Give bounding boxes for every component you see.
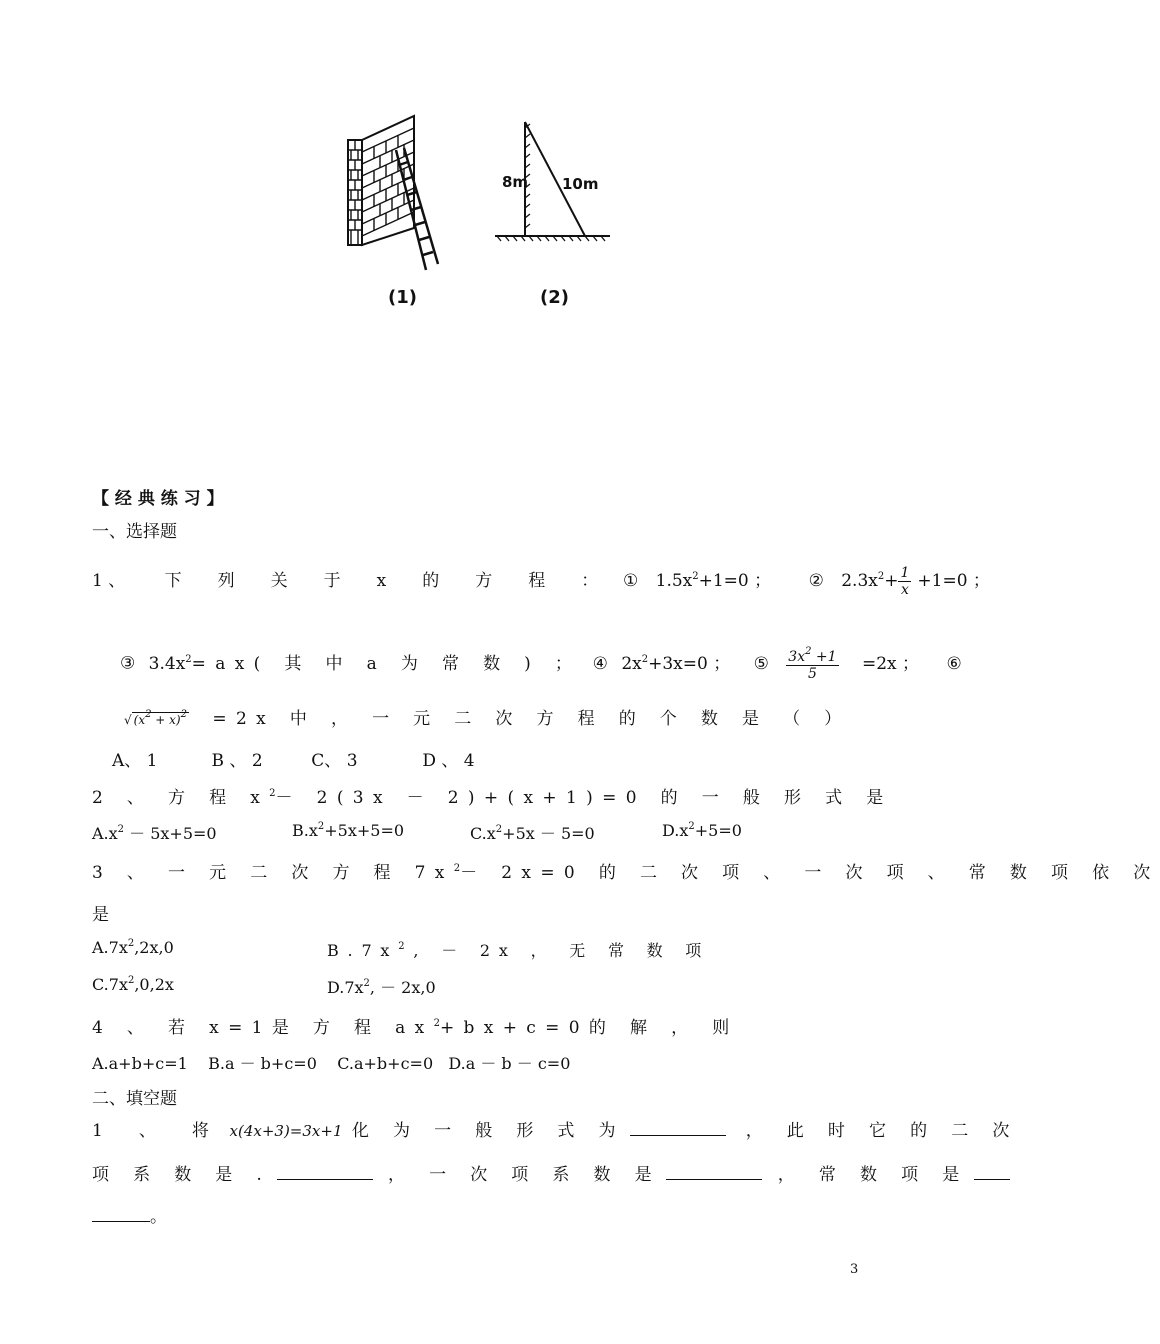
fill1-blank-general-form[interactable] [630, 1121, 726, 1136]
fill-1-line1: 1 、 将 x(4x+3)=3x+1 化 为 一 般 形 式 为 ， 此 时 它 的 二 次 [92, 1121, 1019, 1141]
q2-option-c: $C.x^2+5x - 5=0$ [470, 824, 595, 843]
q1-number: 1 、 [92, 571, 126, 591]
q1-eq2-mark: ② [808, 571, 824, 591]
question-3: 3 、 一 元 二 次 方 程 $7x^2- 2x=0$ 的 二 次 项 、 一 次 项 、 常 数 项 依 次 [92, 863, 1160, 883]
fill1-blank-constant-a[interactable] [974, 1165, 1010, 1180]
q3-option-c: $C.7x^2,0,2x$ [92, 975, 174, 994]
question-1-line2 [120, 646, 962, 682]
q4-options: A.a+b+c=1 B.a － b+c=0 C.a+b+c=0 D.a － b － c=0 [92, 1054, 571, 1073]
hypotenuse-label: 10m [562, 175, 599, 193]
question-1-line3 [124, 704, 851, 729]
fill1-blank-linear-coef[interactable] [666, 1165, 762, 1180]
q1-eq6-sqrt: √ $(x^2 + x)^2$ [124, 709, 187, 727]
q1-eq5-rest: =2x ； [861, 653, 920, 674]
part2-title: 二、填空题 [92, 1089, 177, 1109]
fill1-blank-constant-b[interactable] [92, 1207, 150, 1222]
q1-eq5-fraction: $\frac{3x^2 +1}{5}$ [788, 646, 837, 682]
fill-1-line2: 项 系 数 是 . ， 一 次 项 系 数 是 ， 常 数 项 是 [92, 1160, 1010, 1185]
q3-option-b: $B.7x^2$, － 2x ， 无 常 数 项 [327, 941, 711, 960]
q3-options-row1 [92, 938, 711, 960]
part1-title: 一、选择题 [92, 522, 177, 542]
q1-eq6-rest: =2x 中 ， 一 元 二 次 方 程 的 个 数 是 （ ） [212, 709, 851, 729]
q2-option-d: $D.x^2+5=0$ [662, 821, 742, 840]
q1-eq4-mark: ④ [592, 653, 608, 674]
q1-options: A、 1 B 、 2 C、 3 D 、 4 [112, 751, 475, 771]
q3-options-row2 [92, 975, 436, 997]
q1-eq1: $1.5x^2+1=0$ ； [655, 571, 772, 591]
fill1-expression: x(4x+3)=3x+1 [229, 1122, 343, 1140]
figure-caption-2: (2) [540, 287, 569, 308]
question-1-line1 [92, 565, 990, 598]
q2-options [92, 821, 742, 844]
question-2: 2 、 方 程 $x^2- 2(3x - 2)+(x+1)=0$ 的 一 般 形 式 是 [92, 788, 893, 808]
q1-eq4: $2x^2+3x=0$ ； [621, 653, 731, 674]
figure-ladder-wall [340, 110, 450, 280]
question-4: 4 、 若 x=1是 方 程 $ax^2+bx+c=0$的 解 ， 则 [92, 1018, 739, 1038]
figure-caption-1: (1) [388, 287, 417, 308]
fill-1-line3: 。 [92, 1202, 167, 1227]
section-title: 【 经 典 练 习 】 [92, 489, 224, 509]
q1-eq3-mark: ③ [120, 653, 136, 674]
fill1-blank-quadratic-coef[interactable] [277, 1165, 373, 1180]
q3-option-d: $D.7x^2$, － 2x,0 [327, 978, 436, 997]
q2-option-a: $A.x^2 - 5x+5=0$ [92, 824, 217, 843]
page-number: 3 [850, 1262, 859, 1277]
q2-option-b: $B.x^2+5x+5=0$ [292, 821, 405, 840]
q1-eq6-mark: ⑥ [946, 653, 962, 674]
question-3-cont: 是 [92, 905, 109, 925]
q1-eq3: $3.4x^2=ax$( 其 中 a 为 常 数 ) ； [148, 653, 582, 674]
q3-option-a: $A.7x^2,2x,0$ [92, 938, 174, 957]
q1-lead: 下 列 关 于 x 的 方 程 ： [164, 571, 614, 591]
q1-eq1-mark: ① [622, 571, 639, 591]
q1-eq2: $2.3x^2+$ $\frac{1}{x}$ +1=0 ； [841, 565, 990, 598]
q1-eq5-mark: ⑤ [753, 653, 769, 674]
height-label: 8m [502, 173, 529, 191]
